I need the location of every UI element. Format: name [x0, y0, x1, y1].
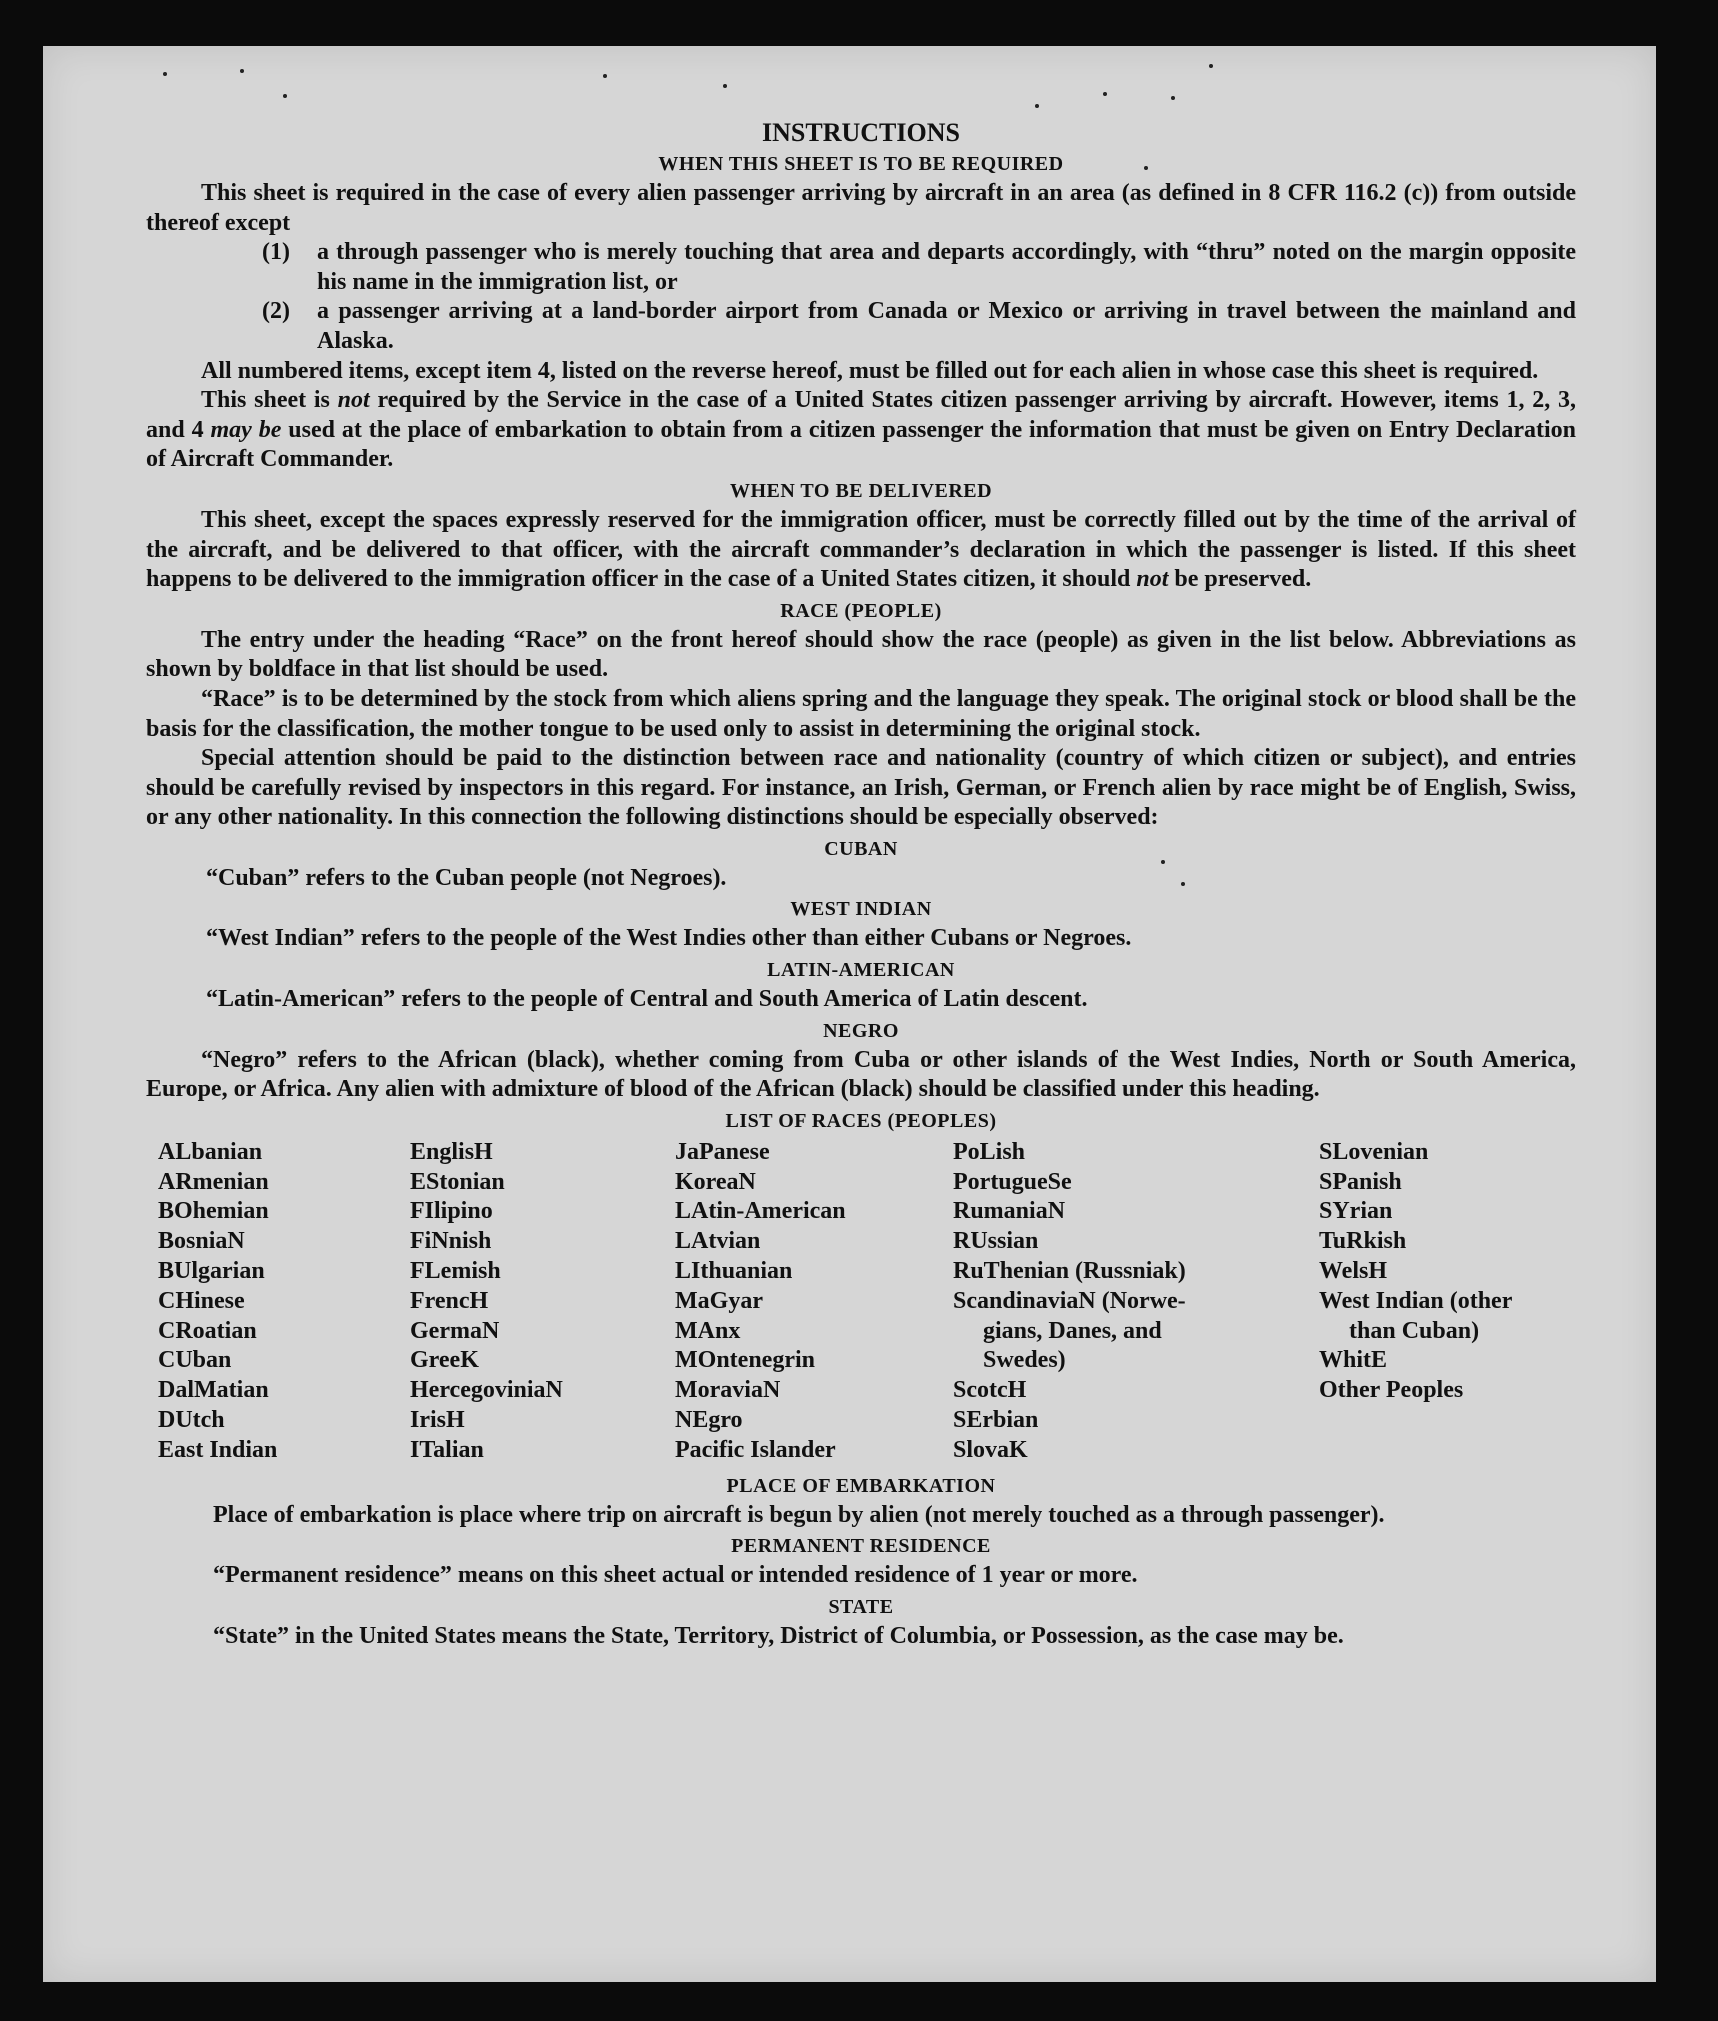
heading-west-indian: WEST INDIAN	[790, 898, 932, 921]
latin-american-text: “Latin-American” refers to the people of Central and South America of Latin descent.	[206, 986, 1088, 1013]
race-para-1: The entry under the heading “Race” on the front hereof should show the race (people) as given in the list below. Abbreviations as shown by boldface in that list should be used.	[146, 626, 1576, 683]
exception-text: a through passenger who is merely touching that area and departs accordingly, with “thru” noted on the margin opposite his name in the immigration list, or	[317, 239, 1576, 295]
embarkation-text: Place of embarkation is place where trip on aircraft is begun by alien (not merely touched as a through passenger).	[213, 1501, 1385, 1528]
race-entry: IrisH	[410, 1407, 465, 1434]
document-body	[146, 118, 1576, 1651]
race-entry: Pacific Islander	[675, 1436, 836, 1463]
scan-speck	[723, 84, 727, 88]
required-intro: This sheet is required in the case of every alien passenger arriving by aircraft in an area (as defined in 8 CFR 116.2 (c)) from outside thereof except	[146, 180, 1576, 236]
race-entry-continued: than Cuban)	[1349, 1317, 1480, 1344]
scan-speck	[1103, 92, 1107, 96]
exception-item	[146, 297, 1576, 356]
race-entry: TuRkish	[1319, 1228, 1407, 1255]
heading-when-required: WHEN THIS SHEET IS TO BE REQUIRED	[658, 153, 1064, 175]
race-entry: RUssian	[953, 1228, 1039, 1255]
races-column	[1319, 1138, 1580, 1466]
exception-number: (2)	[262, 298, 290, 325]
race-entry: SlovaK	[953, 1436, 1028, 1463]
scan-speck	[163, 72, 167, 76]
races-list	[158, 1138, 1580, 1466]
race-entry: LAtvian	[675, 1228, 761, 1255]
race-entry: LIthuanian	[675, 1258, 793, 1285]
race-entry: ALbanian	[158, 1138, 263, 1165]
scan-speck	[1209, 64, 1213, 68]
exception-text: a passenger arriving at a land-border airport from Canada or Mexico or arriving in travel between the mainland and Alaska.	[317, 298, 1576, 354]
race-entry: SErbian	[953, 1407, 1039, 1434]
race-entry: FrencH	[410, 1287, 489, 1314]
race-entry-continued: Swedes)	[983, 1347, 1066, 1374]
state-text: “State” in the United States means the State, Territory, District of Columbia, or Possession, as the case may be.	[213, 1622, 1344, 1649]
race-entry: CRoatian	[158, 1317, 257, 1344]
race-entry: PoLish	[953, 1138, 1026, 1165]
race-entry: SYrian	[1319, 1198, 1393, 1225]
race-entry: ARmenian	[158, 1168, 269, 1195]
heading-embarkation: PLACE OF EMBARKATION	[726, 1474, 996, 1497]
required-para-2: All numbered items, except item 4, listed on the reverse hereof, must be filled out for each alien in whose case this sheet is required.	[201, 357, 1539, 384]
race-entry: HercegoviniaN	[410, 1377, 563, 1404]
race-entry: RuThenian (Russniak)	[953, 1258, 1186, 1285]
heading-cuban: CUBAN	[824, 837, 898, 860]
race-entry: GermaN	[410, 1317, 500, 1344]
race-entry-continued: gians, Danes, and	[983, 1317, 1162, 1344]
delivered-text	[146, 506, 1576, 595]
scan-speck	[240, 69, 244, 73]
west-indian-text: “West Indian” refers to the people of the West Indies other than either Cubans or Negroes.	[206, 925, 1132, 952]
scan-speck	[1171, 96, 1175, 100]
emphasis-text: not	[1136, 566, 1169, 593]
page-title: INSTRUCTIONS	[762, 118, 960, 147]
race-para-3: Special attention should be paid to the distinction between race and nationality (country of which citizen or subject), and entries should be carefully revised by inspectors in this regard. For instance, an Irish, German, or French alien by race might be of English, Swiss, or any other nationality. In this connection the following distinctions should be especially observed:	[146, 745, 1576, 831]
text-run: This sheet is	[201, 387, 338, 414]
race-entry: PortugueSe	[953, 1168, 1072, 1195]
race-entry: RumaniaN	[953, 1198, 1066, 1225]
cuban-text: “Cuban” refers to the Cuban people (not Negroes).	[206, 864, 727, 891]
heading-latin-american: LATIN-AMERICAN	[767, 959, 955, 982]
race-entry: ITalian	[410, 1436, 484, 1463]
race-entry: FiNnish	[410, 1228, 492, 1255]
heading-when-delivered: WHEN TO BE DELIVERED	[729, 479, 993, 502]
heading-permanent-residence: PERMANENT RESIDENCE	[731, 1535, 991, 1558]
exception-item	[146, 238, 1576, 297]
text-run: be preserved.	[1168, 566, 1312, 593]
race-entry: CUban	[158, 1347, 232, 1374]
race-entry: NEgro	[675, 1407, 743, 1434]
exception-number: (1)	[262, 239, 290, 266]
races-column	[953, 1138, 1319, 1466]
race-para-2: “Race” is to be determined by the stock from which aliens spring and the language they speak. The original stock or blood shall be the basis for the classification, the mother tongue to be used only to assist in determining the original stock.	[146, 685, 1576, 742]
scan-speck	[1035, 104, 1039, 108]
exception-list	[146, 238, 1576, 356]
emphasis-text: not	[337, 387, 370, 414]
race-entry: MaGyar	[675, 1287, 763, 1314]
race-entry: SLovenian	[1319, 1138, 1429, 1165]
emphasis-text: may be	[210, 416, 282, 443]
race-entry: JaPanese	[675, 1138, 770, 1165]
race-entry: EStonian	[410, 1168, 505, 1195]
heading-negro: NEGRO	[823, 1019, 899, 1042]
races-column	[410, 1138, 675, 1466]
document-page	[43, 46, 1656, 1982]
race-entry: GreeK	[410, 1347, 479, 1374]
negro-text: “Negro” refers to the African (black), whether coming from Cuba or other islands of the West Indies, North or South America, Europe, or Africa. Any alien with admixture of blood of the African (black) should be classified under this heading.	[146, 1046, 1576, 1103]
race-entry: MOntenegrin	[675, 1347, 815, 1374]
text-run: This sheet, except the spaces expressly reserved for the immigration officer, must be correctly filled out by the time of the arrival of the aircraft, and be delivered to that officer, with the aircraft commander’s declaration in which the passenger is listed. If this sheet happens to be delivered to the immigration officer in the case of a United States citizen, it should	[146, 506, 1576, 593]
race-entry: WhitE	[1319, 1347, 1388, 1374]
race-entry: BosniaN	[158, 1228, 245, 1255]
race-entry: DalMatian	[158, 1377, 269, 1404]
scan-speck	[603, 74, 607, 78]
race-entry: FIlipino	[410, 1198, 493, 1225]
race-entry: KoreaN	[675, 1168, 756, 1195]
heading-race: RACE (PEOPLE)	[780, 599, 942, 622]
race-entry: DUtch	[158, 1407, 225, 1434]
required-para-3	[146, 386, 1576, 475]
race-entry: BOhemian	[158, 1198, 269, 1225]
scan-speck	[283, 94, 287, 98]
race-entry: Other Peoples	[1319, 1377, 1464, 1404]
residence-text: “Permanent residence” means on this sheet actual or intended residence of 1 year or more.	[213, 1562, 1138, 1589]
heading-races-list: LIST OF RACES (PEOPLES)	[725, 1109, 997, 1132]
text-run: used at the place of embarkation to obtain from a citizen passenger the information that must be given on Entry Declaration of Aircraft Commander.	[146, 416, 1576, 473]
races-column	[675, 1138, 953, 1466]
race-entry: EnglisH	[410, 1138, 493, 1165]
race-entry: ScandinaviaN (Norwe-	[953, 1287, 1186, 1314]
race-entry: ScotcH	[953, 1377, 1027, 1404]
race-entry: LAtin-American	[675, 1198, 846, 1225]
race-entry: WelsH	[1319, 1258, 1388, 1285]
race-entry: FLemish	[410, 1258, 501, 1285]
races-column	[158, 1138, 410, 1466]
text-run: required by the Service in the case of a United States citizen passenger arriving by aircraft. However, items 1, 2, 3, and 4	[146, 387, 1577, 443]
race-entry: BUlgarian	[158, 1258, 265, 1285]
race-entry: SPanish	[1319, 1168, 1402, 1195]
heading-state: STATE	[828, 1595, 894, 1618]
race-entry: MAnx	[675, 1317, 741, 1344]
race-entry: West Indian (other	[1319, 1287, 1513, 1314]
race-entry: MoraviaN	[675, 1377, 781, 1404]
race-entry: East Indian	[158, 1436, 278, 1463]
race-entry: CHinese	[158, 1287, 245, 1314]
